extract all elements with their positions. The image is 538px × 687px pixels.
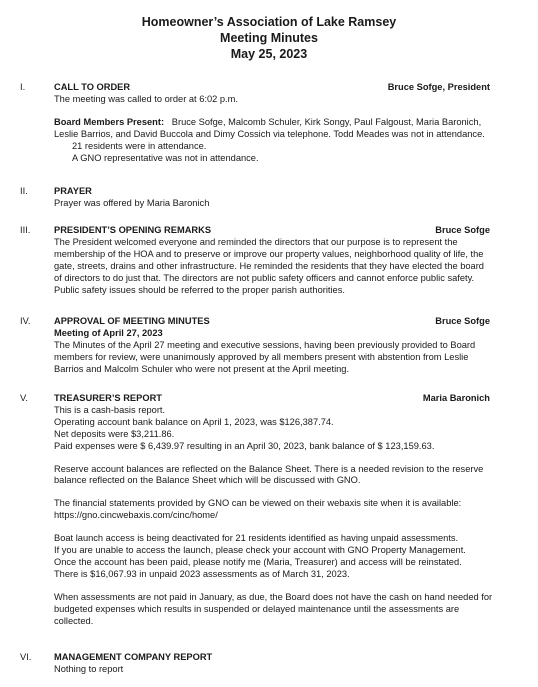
boat-launch-line: There is $16,067.93 in unpaid 2023 assessments as of March 31, 2023. xyxy=(54,568,350,579)
minutes-text: The Minutes of the April 27 meeting and executive sessions, having been previously provided to Board members for review, were unanimously approved by all members present with abstention from Leslie Barrios and Malcolm Schuler who were not present at the April meeting. xyxy=(54,339,476,374)
board-members-label: Board Members Present: xyxy=(54,116,165,127)
section-title: CALL TO ORDER xyxy=(54,82,131,92)
meeting-date: May 25, 2023 xyxy=(230,47,308,61)
webaxis-url: https://gno.cincwebaxis.com/cinc/home/ xyxy=(54,510,218,521)
section-number: VI. xyxy=(20,652,32,662)
document-header xyxy=(0,0,538,62)
section-number: III. xyxy=(20,225,31,235)
unpaid-assessments-paragraph: When assessments are not paid in January, as due, the Board does not have the cash on hand needed for budgeted expenses which results in suspended or delayed maintenance until the assessments are collected. xyxy=(54,591,493,626)
section-number: II. xyxy=(20,186,28,196)
section-number: IV. xyxy=(20,316,31,326)
treasurer-line: Paid expenses were $ 6,439.97 resulting in an April 30, 2023, bank balance of $ 123,159.63. xyxy=(54,440,435,451)
boat-launch-line: If you are unable to access the launch, please check your account with GNO Property Management. xyxy=(54,545,466,556)
section-title: MANAGEMENT COMPANY REPORT xyxy=(54,652,213,662)
section-number: I. xyxy=(20,82,26,92)
financial-statements-text: The financial statements provided by GNO can be viewed on their webaxis site when it is available: xyxy=(54,498,462,509)
opening-remarks-text: The President welcomed everyone and reminded the directors that our purpose is to represent the membership of the HOA and to preserve or improve our property values, neighborhood quality of life, the gate, streets, drains and other infrastructure. He reminded the residents that they have elected the board of directors to do just that. The directors are not public safety officers and cannot enforce public safety. Public safety issues should be referred to the proper parish authorities. xyxy=(54,236,484,295)
residents-attendance: 21 residents were in attendance. xyxy=(72,140,207,151)
prayer-text: Prayer was offered by Maria Baronich xyxy=(54,197,210,208)
board-members-paragraph xyxy=(54,117,494,141)
section-presenter: Bruce Sofge, President xyxy=(387,82,490,92)
section-presenter: Maria Baronich xyxy=(422,393,490,403)
section-title: PRAYER xyxy=(54,186,92,196)
treasurer-line: This is a cash-basis report. xyxy=(54,404,166,415)
boat-launch-line: Once the account has been paid, please notify me (Maria, Treasurer) and access will be reinstated. xyxy=(54,556,462,567)
treasurer-line: Net deposits were $3,211.86. xyxy=(54,428,175,439)
section-subtitle: Meeting of April 27, 2023 xyxy=(54,327,163,338)
section-number: V. xyxy=(20,393,28,403)
hoa-title: Homeowner’s Association of Lake Ramsey xyxy=(141,15,397,29)
call-to-order-text: The meeting was called to order at 6:02 p.m. xyxy=(54,93,238,104)
section-presenter: Bruce Sofge xyxy=(435,225,490,235)
section-title: TREASURER’S REPORT xyxy=(54,393,162,403)
board-members-list: Bruce Sofge, Malcomb Schuler, Kirk Songy, Paul Falgoust, Maria Baronich, Leslie Barrios, and David Buccola and Dimy Cossich via telephone. Todd Meades was not in attendance. xyxy=(54,116,485,139)
document-title: Meeting Minutes xyxy=(220,31,318,45)
management-text: Nothing to report xyxy=(54,663,124,674)
section-title: PRESIDENT’S OPENING REMARKS xyxy=(54,225,212,235)
reserve-paragraph: Reserve account balances are reflected on the Balance Sheet. There is a needed revision to the reserve balance reflected on the Balance Sheet which will be discussed with GNO. xyxy=(54,463,484,486)
gno-attendance: A GNO representative was not in attendance. xyxy=(72,152,259,163)
section-presenter: Bruce Sofge xyxy=(435,316,490,326)
treasurer-line: Operating account bank balance on April 1, 2023, was $126,387.74. xyxy=(54,416,334,427)
section-title: APPROVAL OF MEETING MINUTES xyxy=(54,316,210,326)
boat-launch-line: Boat launch access is being deactivated for 21 residents identified as having unpaid assessments. xyxy=(54,533,459,544)
